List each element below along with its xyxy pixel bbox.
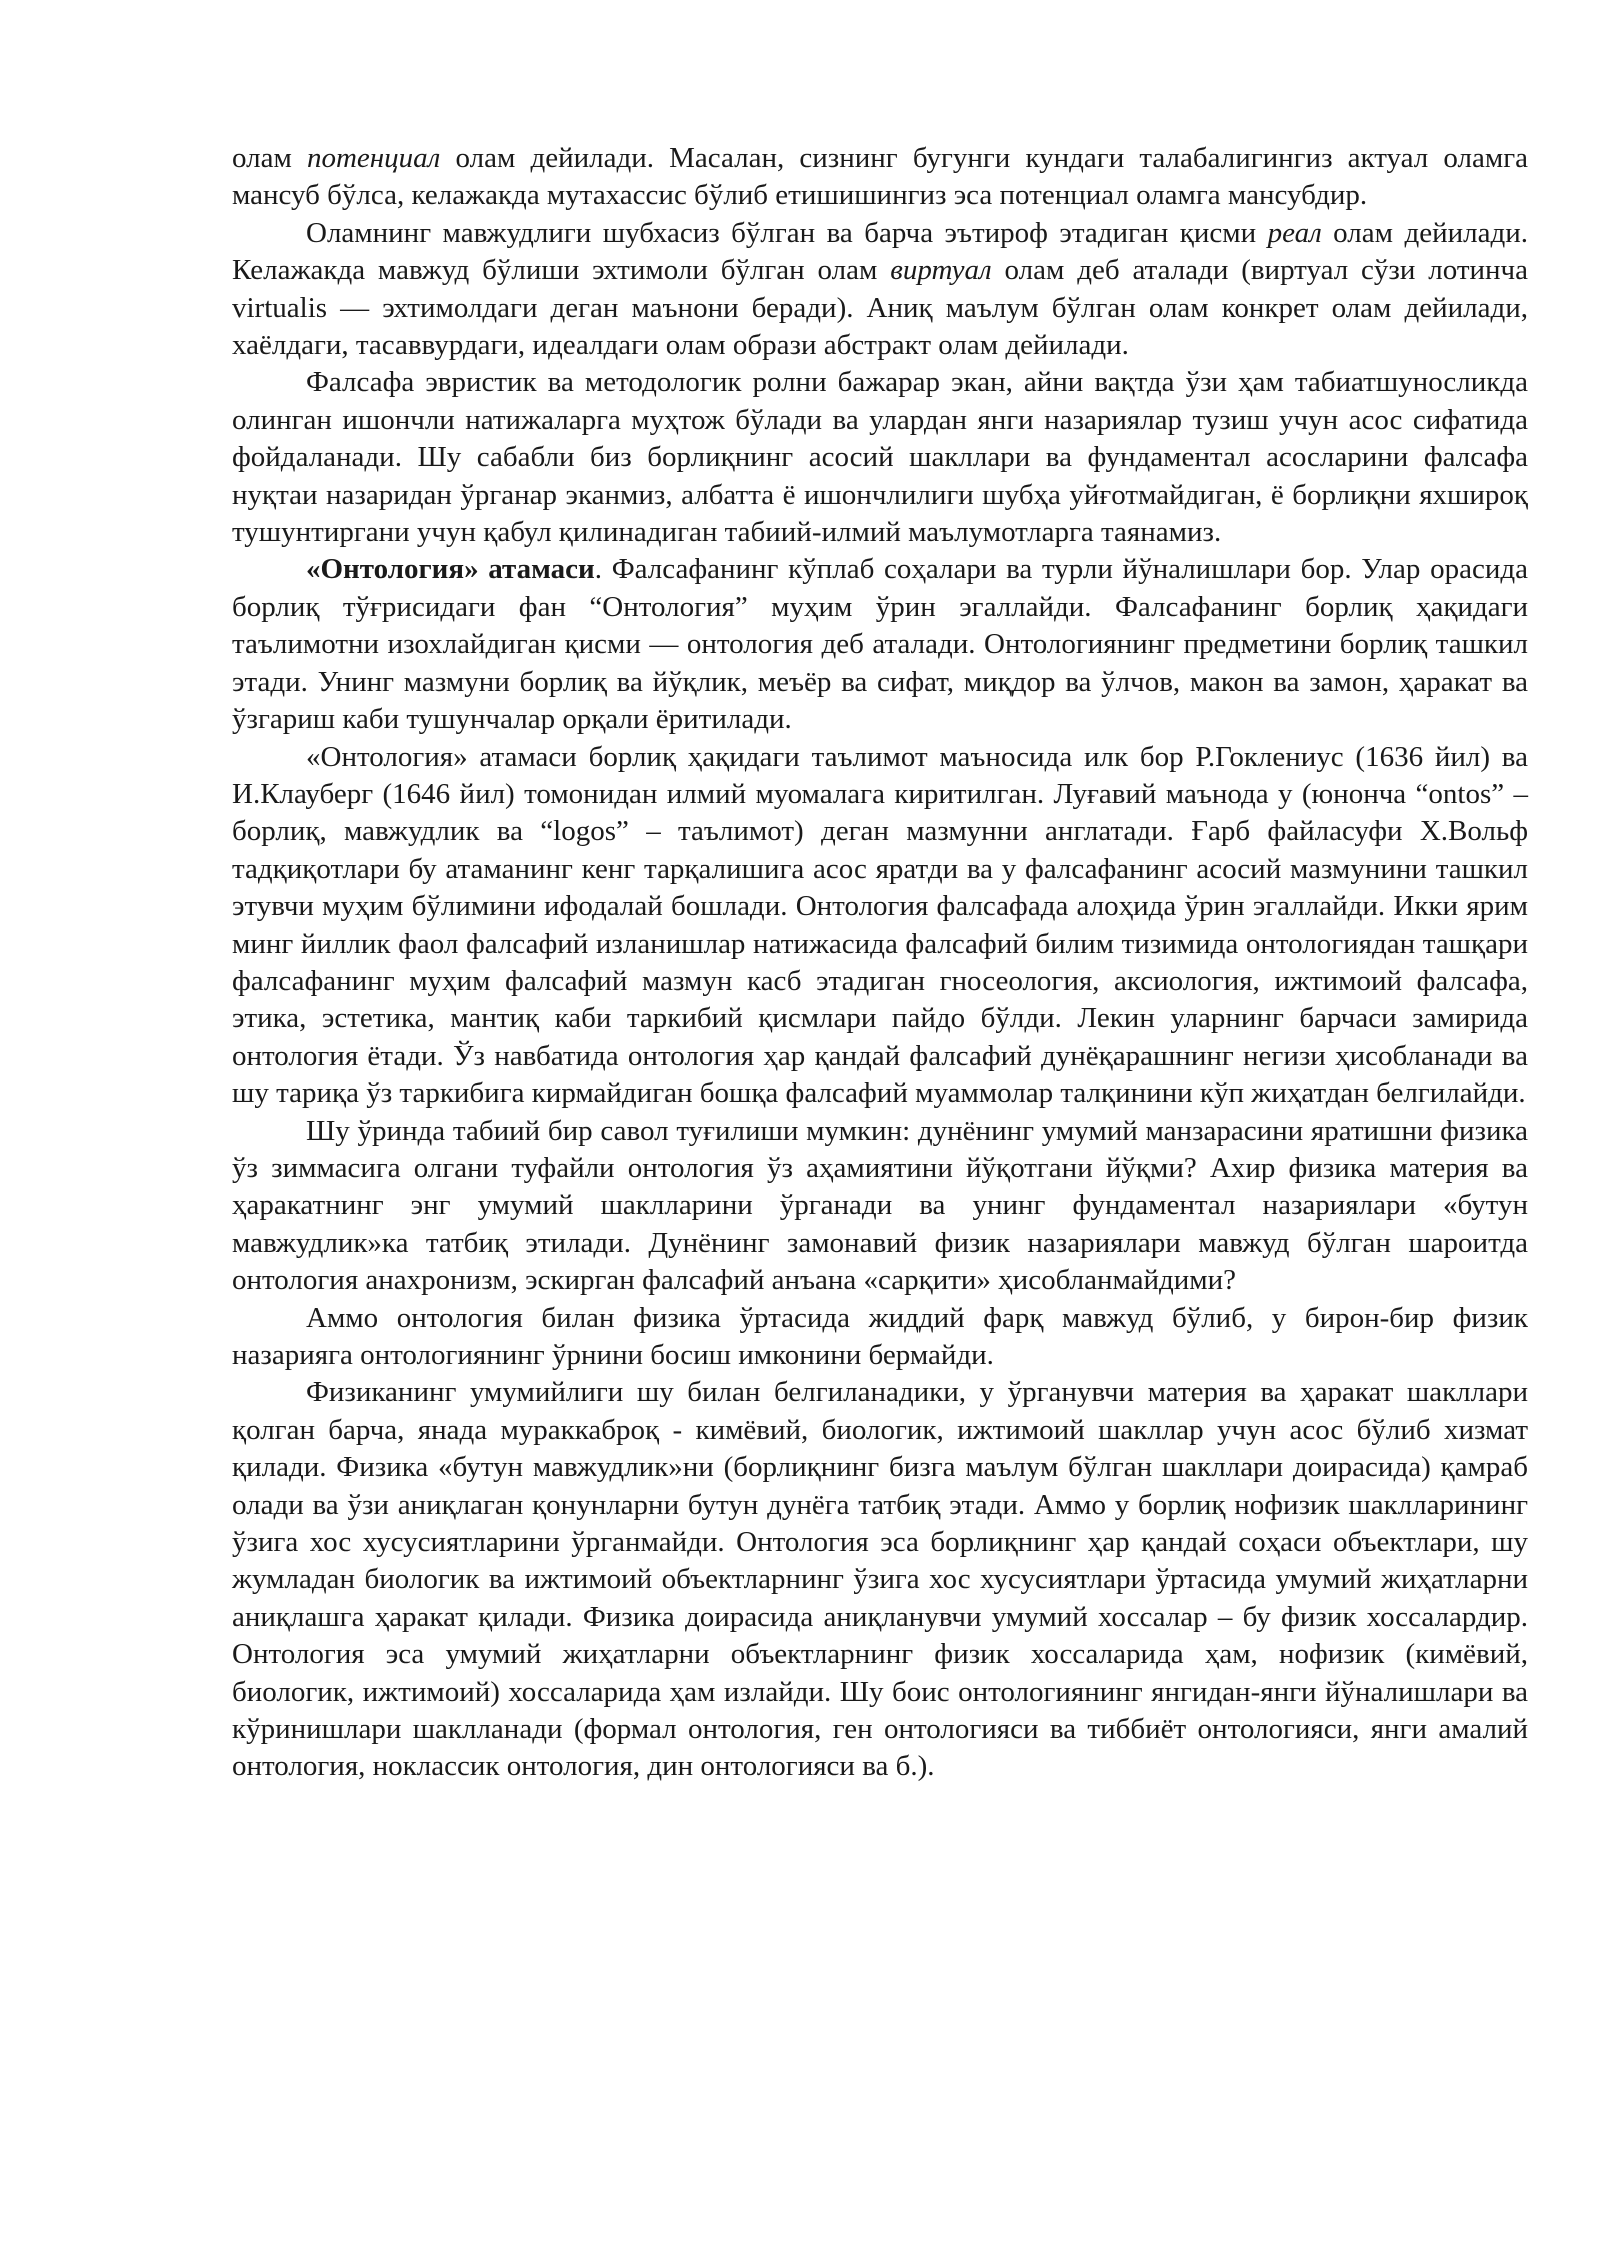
text-segment: Фалсафа эвристик ва методологик ролни бажарар экан, айни вақтда ўзи ҳам табиатшуносликда олинган ишончли натижаларга муҳтож бўлади ва улардан янги назариялар тузиш учун асос сифатида фойдаланади. Шу сабабли биз борлиқнинг асосий шакллари ва фундаментал асосларини фалсафа нуқтаи назаридан ўрганар эканмиз, албатта ё ишончлилиги шубҳа уйғотмайдиган, ё борлиқни яхшироқ тушунтиргани учун қабул қилинадиган табиий-илмий маълумотларга таянамиз.: [232, 366, 1528, 549]
text-segment: . Фалсафанинг кўплаб соҳалари ва турли йўналишлари бор. Улар орасида борлиқ тўғрисидаги фан “Онтология” муҳим ўрин эгаллайди. Фалсафанинг борлиқ ҳақидаги таълимотни изохлайдиган қисми — онтология деб аталади. Онтологиянинг предметини борлиқ ташкил этади. Унинг мазмуни борлиқ ва йўқлик, меъёр ва сифат, миқдор ва ўлчов, макон ва замон, ҳаракат ва ўзгариш каби тушунчалар орқали ёритилади.: [232, 553, 1528, 736]
text-segment: Физиканинг умумийлиги шу билан белгиланадики, у ўрганувчи материя ва ҳаракат шакллари қолган барча, янада мураккаброқ - кимёвий, биологик, ижтимоий шакллар учун асос бўлиб хизмат қилади. Физика «бутун мавжудлик»ни (борлиқнинг бизга маълум бўлган шакллари доирасида) қамраб олади ва ўзи аниқлаган қонунларни бутун дунёга татбиқ этади. Аммо у борлиқ нофизик шаклларининг ўзига хос хусусиятларини ўрганмайди. Онтология эса борлиқнинг ҳар қандай соҳаси объектлари, шу жумладан биологик ва ижтимоий объектларнинг ўзига хос хусусиятлари ўртасида умумий жиҳатларни аниқлашга ҳаракат қилади. Физика доирасида аниқланувчи умумий хоссалар – бу физик хоссалардир. Онтология эса умумий жиҳатларни объектларнинг физик хоссаларида ҳам, нофизик (кимёвий, биологик, ижтимоий) хоссаларида ҳам излайди. Шу боис онтологиянинг янгидан-янги йўналишлари ва кўринишлари шаклланади (формал онтология, ген онтологияси ва тиббиёт онтологияси, янги амалий онтология, ноклассик онтология, дин онтологияси ва б.).: [232, 1376, 1528, 1783]
paragraph-p5: [232, 739, 1528, 1113]
paragraph-p1: [232, 140, 1528, 215]
text-segment: олам дейилади. Масалан, сизнинг бугунги кундаги талабалигингиз актуал оламга мансуб бўлса, келажакда мутахассис бўлиб етишишингиз эса потенциал оламга мансубдир.: [232, 142, 1528, 212]
text-segment: Аммо онтология билан физика ўртасида жиддий фарқ мавжуд бўлиб, у бирон-бир физик назарияга онтологиянинг ўрнини босиш имконини бермайди.: [232, 1301, 1528, 1371]
italic-term: потенциал: [306, 142, 441, 174]
text-segment: «Онтология» атамаси борлиқ ҳақидаги таълимот маъносида илк бор Р.Гоклениус (1636 йил) ва И.Клауберг (1646 йил) томонидан илмий муомалага киритилган. Луғавий маънода у (юнонча “ontos” – борлиқ, мавжудлик ва “logos” – таълимот) деган мазмунни англатади. Ғарб файласуфи Х.Вольф тадқиқотлари бу атаманинг кенг тарқалишига асос яратди ва у фалсафанинг асосий мазмунини ташкил этувчи муҳим бўлимини ифодалай бошлади. Онтология фалсафада алоҳида ўрин эгаллайди. Икки ярим минг йиллик фаол фалсафий изланишлар натижасида фалсафий билим тизимида онтологиядан ташқари фалсафанинг муҳим фалсафий мазмун касб этадиган гносеология, аксиология, ижтимоий фалсафа, этика, эстетика, мантиқ каби таркибий қисмлари пайдо бўлди. Лекин уларнинг барчаси замирида онтология ётади. Ўз навбатида онтология ҳар қандай фалсафий дунёқарашнинг негизи ҳисобланади ва шу тариқа ўз таркибига кирмайдиган бошқа фалсафий муаммолар талқинини кўп жиҳатдан белгилайди.: [232, 740, 1528, 1110]
paragraph-p2: [232, 215, 1528, 365]
document-body: [232, 140, 1528, 1786]
italic-term: реал: [1267, 216, 1322, 249]
paragraph-p7: [232, 1300, 1528, 1375]
text-segment: олам дейилади. Келажакда мавжуд бўлиши эхтимоли бўлган олам: [232, 216, 1528, 287]
paragraph-p6: [232, 1113, 1528, 1300]
italic-term: виртуал: [890, 254, 992, 287]
text-segment: Шу ўринда табиий бир савол туғилиши мумкин: дунёнинг умумий манзарасини яратишни физика ўз зиммасига олгани туфайли онтология ўз аҳамиятини йўқотгани йўқми? Ахир физика материя ва ҳаракатнинг энг умумий шаклларини ўрганади ва унинг фундаментал назариялари «бутун мавжудлик»ка татбиқ этилади. Дунёнинг замонавий физик назариялари мавжуд бўлган шароитда онтология анахронизм, эскирган фалсафий анъана «сарқити» ҳисобланмайдими?: [232, 1114, 1528, 1297]
text-segment: олам: [232, 142, 307, 174]
text-segment: Оламнинг мавжудлиги шубхасиз бўлган ва барча эътироф этадиган қисми: [306, 216, 1268, 249]
paragraph-p4: [232, 551, 1528, 738]
text-segment: олам деб аталади (виртуал сўзи лотинча virtualis — эхтимолдаги деган маънони беради). Аниқ маълум бўлган олам конкрет олам дейилади, хаёлдаги, тасаввурдаги, идеалдаги олам образи абстракт олам дейилади.: [232, 254, 1529, 362]
paragraph-p3: [232, 364, 1528, 551]
section-heading: «Онтология» атамаси: [306, 553, 595, 586]
paragraph-p8: [232, 1374, 1528, 1785]
